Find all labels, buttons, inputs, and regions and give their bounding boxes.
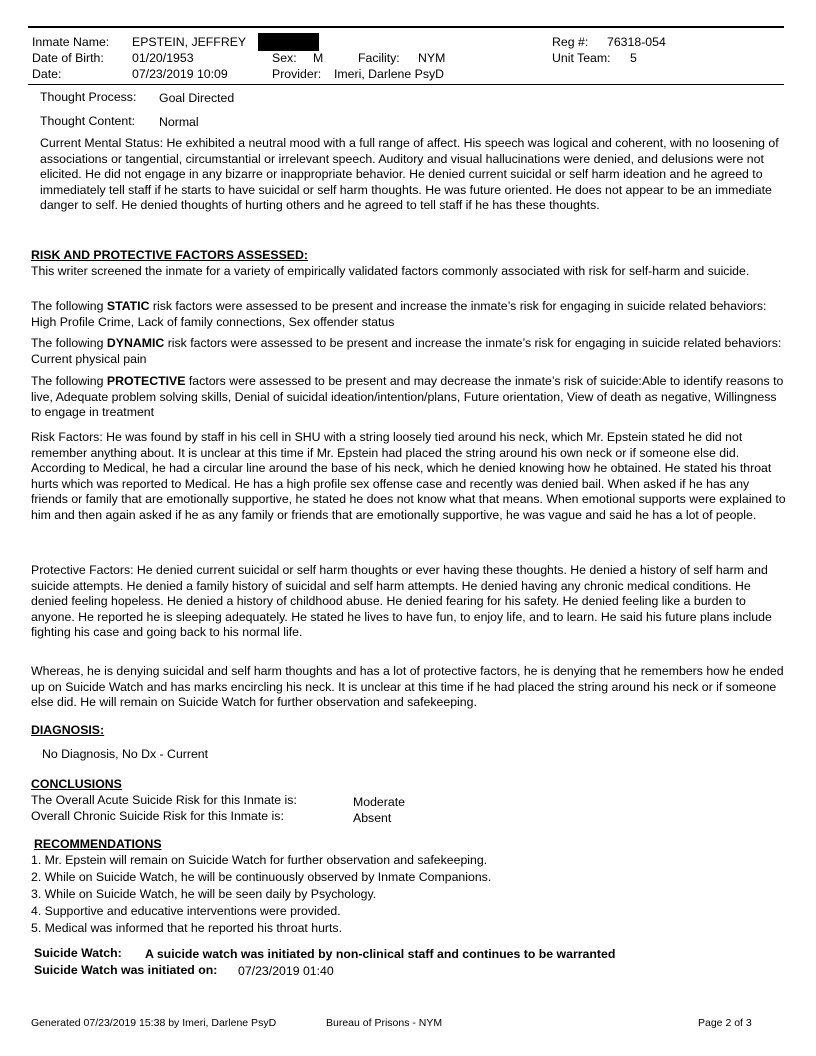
thought-process-label: Thought Process: <box>40 90 137 104</box>
reg-label: Reg #: <box>552 35 589 49</box>
current-mental-status: Current Mental Status: He exhibited a neutral mood with a full range of affect. His speech was logical and coherent, with no loosening of associations or tangential, circumstantial or irrelevant speech. Auditory and visual hallucinations were denied, and delusions were not elicited. He did not engage in any bizarre or inappropriate behavior. He denied current suicidal or self harm ideation and he agreed to immediately tell staff if he starts to have suicidal or self harm thoughts. He was future oriented. He does not appear to be an immediate danger to self. He denied thoughts of hurting others and he agreed to tell staff if he has these thoughts. <box>40 136 779 212</box>
dob-label: Date of Birth: <box>32 51 104 65</box>
recommendation-item: 4. Supportive and educative interventions were provided. <box>31 904 341 918</box>
chronic-risk-value: Absent <box>353 811 392 825</box>
provider-label: Provider: <box>272 67 322 81</box>
unit-team-value: 5 <box>630 51 637 65</box>
protective-keyword: PROTECTIVE <box>106 374 186 388</box>
conclusions-heading: CONCLUSIONS <box>31 777 122 791</box>
reg-value: 76318-054 <box>607 35 666 49</box>
inmate-name: EPSTEIN, JEFFREY <box>132 35 247 49</box>
facility-value: NYM <box>418 51 446 65</box>
risk-intro: This writer screened the inmate for a variety of empirically validated factors commonly associated with risk for self-harm and suicide. <box>31 264 750 278</box>
date-label: Date: <box>32 67 62 81</box>
provider-value: Imeri, Darlene PsyD <box>334 67 445 81</box>
static-prefix: The following <box>31 299 104 313</box>
dynamic-text: risk factors were assessed to be present and increase the inmate’s risk for engaging in suicide related behaviors: Current physical pain <box>31 336 782 366</box>
risk-factors-paragraph: Risk Factors: He was found by staff in his cell in SHU with a string loosely tied around his neck, which Mr. Epstein stated he did not remember anything about. It is unclear at this time if Mr. Epstein had placed the string around his own neck or if someone else did. According to Medical, he had a circular line around the base of his neck, which he denied knowing how he obtained. He stated his throat hurts which was reported to Medical. He has a high profile sex offense case and recently was denied bail. When asked if he has any friends or family that are emotionally supportive, he stated he does not know what that means. When emotional supports were explained to him and then again asked if he as any family or friends that are emotionally supportive, he was vague and said he has a lot of people. <box>31 430 786 522</box>
header-bottom-rule <box>28 84 784 85</box>
protective-factors-paragraph: Protective Factors: He denied current suicidal or self harm thoughts or ever having these thoughts. He denied a history of self harm and suicide attempts. He denied a family history of suicidal and self harm attempts. He denied having any chronic medical conditions. He denied feeling hopeless. He denied a history of childhood abuse. He denied fearing for his safety. He denied feeling like a burden to anyone. He reported he is sleeping adequately. He stated he lives to have fun, to enjoy life, and to learn. He said his future plans include fighting his case and going back to his normal life. <box>31 563 772 639</box>
recommendation-item: 3. While on Suicide Watch, he will be seen daily by Psychology. <box>31 887 377 901</box>
inmate-name-label: Inmate Name: <box>32 35 110 49</box>
dynamic-prefix: The following <box>31 336 104 350</box>
sex-label: Sex: <box>272 51 297 65</box>
redaction-box <box>258 33 319 51</box>
sex-value: M <box>313 51 324 65</box>
unit-team-label: Unit Team: <box>552 51 611 65</box>
whereas-paragraph: Whereas, he is denying suicidal and self harm thoughts and has a lot of protective factors, he is denying that he remembers how he ended up on Suicide Watch and has marks encircling his neck. It is unclear at this time if he had placed the string around his neck or if someone else did. He will remain on Suicide Watch for further observation and safekeeping. <box>31 664 784 709</box>
footer-agency: Bureau of Prisons - NYM <box>326 1017 443 1029</box>
footer-generated: Generated 07/23/2019 15:38 by Imeri, Darlene PsyD <box>31 1017 277 1029</box>
static-factors <box>31 299 789 330</box>
dynamic-keyword: DYNAMIC <box>106 336 165 350</box>
recommendation-item: 1. Mr. Epstein will remain on Suicide Watch for further observation and safekeeping. <box>31 853 488 867</box>
recommendations-heading: RECOMMENDATIONS <box>34 837 162 851</box>
thought-content-value: Normal <box>159 115 199 129</box>
acute-risk-value: Moderate <box>353 795 405 809</box>
dynamic-factors <box>31 336 789 367</box>
diagnosis-text: No Diagnosis, No Dx - Current <box>42 747 209 761</box>
header-top-rule <box>28 26 784 28</box>
protective-prefix: The following <box>31 374 104 388</box>
thought-process-value: Goal Directed <box>159 91 235 105</box>
risk-heading: RISK AND PROTECTIVE FACTORS ASSESSED: <box>31 248 308 262</box>
facility-label: Facility: <box>358 51 400 65</box>
suicide-watch-label: Suicide Watch: <box>34 946 122 960</box>
protective-factors-list <box>31 374 789 421</box>
recommendations-list <box>31 852 491 937</box>
thought-content-label: Thought Content: <box>40 114 136 128</box>
diagnosis-heading: DIAGNOSIS: <box>31 723 105 737</box>
date-value: 07/23/2019 10:09 <box>132 67 228 81</box>
acute-risk-label: The Overall Acute Suicide Risk for this Inmate is: <box>31 793 297 807</box>
suicide-watch-initiated-value: 07/23/2019 01:40 <box>238 964 334 978</box>
static-text: risk factors were assessed to be present and increase the inmate’s risk for engaging in suicide related behaviors: High Profile Crime, Lack of family connections, Sex offender status <box>31 299 767 329</box>
footer-page-number: Page 2 of 3 <box>698 1017 752 1029</box>
chronic-risk-label: Overall Chronic Suicide Risk for this Inmate is: <box>31 809 284 823</box>
recommendation-item: 2. While on Suicide Watch, he will be continuously observed by Inmate Companions. <box>31 870 492 884</box>
suicide-watch-text: A suicide watch was initiated by non-clinical staff and continues to be warranted <box>145 947 616 961</box>
suicide-watch-initiated-label: Suicide Watch was initiated on: <box>34 963 218 977</box>
protective-text: factors were assessed to be present and may decrease the inmate’s risk of suicide:Able to identify reasons to live, Adequate problem solving skills, Denial of suicidal ideation/intention/plans, Future orientation, View of death as negative, Willingness to engage in treatment <box>31 374 784 419</box>
dob-value: 01/20/1953 <box>132 51 194 65</box>
static-keyword: STATIC <box>106 299 150 313</box>
recommendation-item: 5. Medical was informed that he reported his throat hurts. <box>31 921 342 935</box>
